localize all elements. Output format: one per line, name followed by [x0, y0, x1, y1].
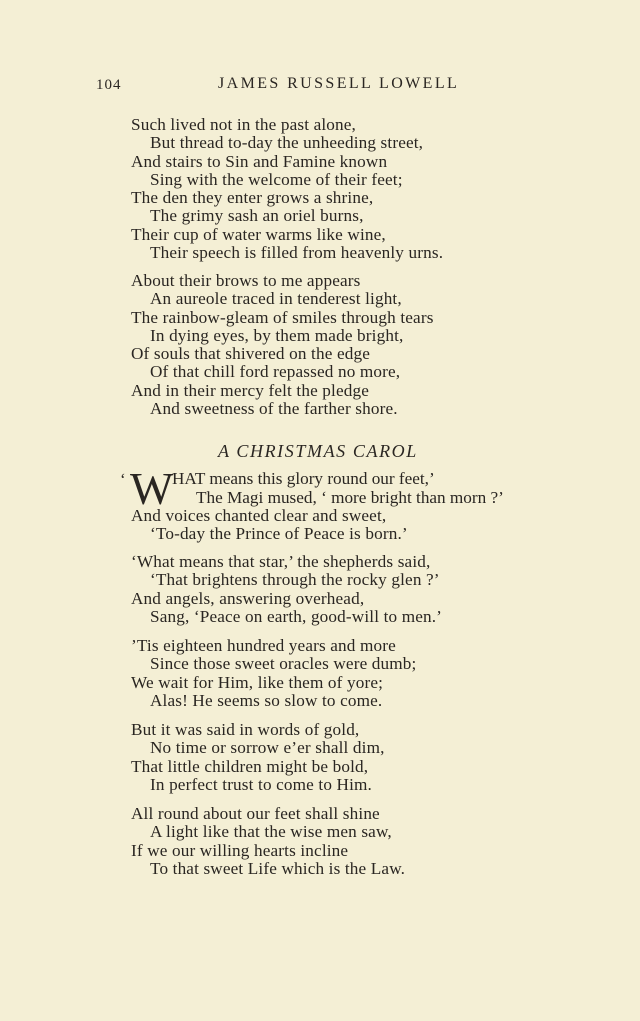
verse-line: Their speech is filled from heavenly urns. — [150, 243, 444, 263]
verse-line: Sing with the welcome of their feet; — [150, 169, 403, 189]
verse-line: Alas! He seems so slow to come. — [150, 690, 383, 710]
page-number: 104 — [96, 77, 122, 93]
verse-line: Sang, ‘Peace on earth, good-will to men.’ — [150, 606, 443, 626]
verse-line: ’Tis eighteen hundred years and more — [131, 636, 396, 655]
running-head: JAMES RUSSELL LOWELL — [218, 75, 460, 92]
verse-line: That little children might be bold, — [131, 756, 369, 776]
verse-line: We wait for Him, like them of yore; — [131, 672, 384, 692]
verse-line: If we our willing hearts incline — [131, 840, 349, 860]
verse-line: Since those sweet oracles were dumb; — [150, 654, 417, 674]
poem-title: A CHRISTMAS CAROL — [218, 441, 418, 461]
verse-line: And in their mercy felt the pledge — [131, 380, 370, 400]
verse-line: And stairs to Sin and Famine known — [131, 151, 388, 171]
verse-line: And voices chanted clear and sweet, — [131, 506, 387, 525]
verse-line: Of that chill ford repassed no more, — [150, 362, 401, 382]
verse-line: About their brows to me appears — [131, 271, 361, 290]
verse-line: And sweetness of the farther shore. — [150, 399, 398, 419]
stanza — [131, 507, 408, 544]
stanza — [131, 637, 416, 710]
verse-line: The Magi mused, ‘ more bright than morn ?’ — [196, 488, 504, 507]
verse-line: But thread to-day the unheeding street, — [150, 133, 424, 153]
stanza — [131, 272, 434, 418]
opening-quote-mark: ‘ — [120, 470, 126, 489]
verse-line: An aureole traced in tenderest light, — [150, 289, 402, 309]
verse-line: The grimy sash an oriel burns, — [150, 206, 364, 226]
verse-line: In dying eyes, by them made bright, — [150, 325, 404, 345]
verse-line: A light like that the wise men saw, — [150, 822, 392, 842]
stanza — [131, 116, 443, 262]
drop-cap: W — [130, 463, 174, 514]
verse-line: Such lived not in the past alone, — [131, 115, 357, 134]
verse-line: And angels, answering overhead, — [131, 588, 365, 608]
stanza — [131, 721, 385, 794]
verse-line: To that sweet Life which is the Law. — [150, 858, 406, 878]
verse-line: The den they enter grows a shrine, — [131, 188, 374, 208]
stanza — [131, 805, 405, 878]
verse-line: The rainbow-gleam of smiles through tears — [131, 307, 434, 327]
verse-line: In perfect trust to come to Him. — [150, 774, 372, 794]
stanza — [131, 553, 442, 626]
verse-line: All round about our feet shall shine — [131, 804, 380, 823]
verse-line: ‘To-day the Prince of Peace is born.’ — [150, 524, 408, 544]
verse-line: ‘That brightens through the rocky glen ?’ — [150, 570, 440, 590]
verse-line: Of souls that shivered on the edge — [131, 344, 370, 364]
verse-line: HAT means this glory round our feet,’ — [172, 469, 435, 488]
verse-line: But it was said in words of gold, — [131, 720, 360, 739]
verse-line: No time or sorrow e’er shall dim, — [150, 738, 385, 758]
verse-line: Their cup of water warms like wine, — [131, 224, 386, 244]
verse-line: ‘What means that star,’ the shepherds said, — [131, 552, 431, 571]
